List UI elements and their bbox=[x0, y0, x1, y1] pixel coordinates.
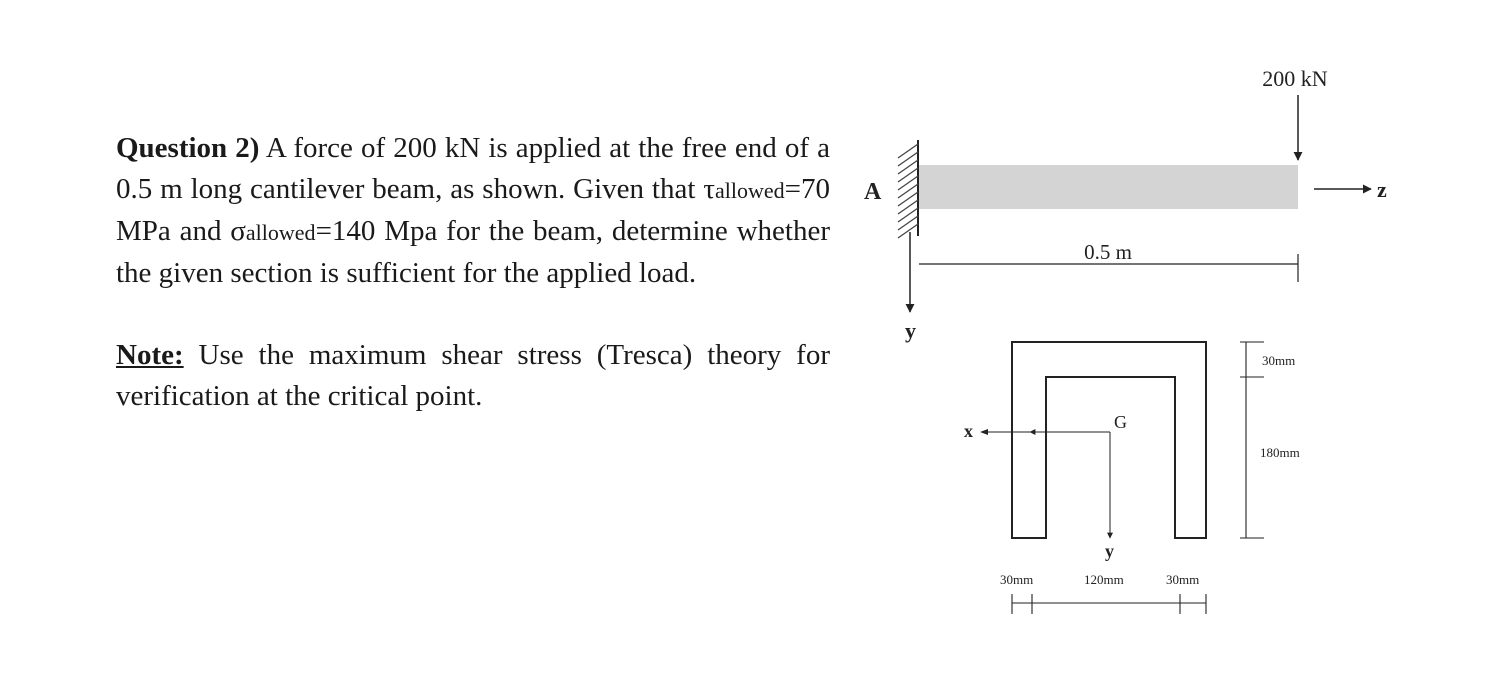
dim-height: 180mm bbox=[1260, 445, 1300, 460]
dim-top-flange: 30mm bbox=[1262, 353, 1296, 368]
y-axis-label: y bbox=[905, 318, 916, 343]
cross-section bbox=[1012, 342, 1206, 538]
sigma-value: =140 Mpa for the beam, determine whether the given section is sufficient for the applied load. bbox=[116, 215, 830, 289]
length-label: 0.5 m bbox=[1084, 240, 1132, 264]
question-body-1: A force of 200 kN is applied at the free end of a 0.5 m long cantilever beam, as shown. Given that bbox=[116, 132, 830, 205]
section-x-label: x bbox=[964, 421, 973, 441]
width-dimension bbox=[1012, 594, 1206, 614]
question-label: Question 2) bbox=[116, 132, 260, 164]
height-dimension bbox=[1240, 342, 1264, 538]
dim-inner-width: 120mm bbox=[1084, 572, 1124, 587]
dim-right-web: 30mm bbox=[1166, 572, 1200, 587]
z-axis-label: z bbox=[1377, 177, 1387, 202]
centroid-label: G bbox=[1114, 412, 1127, 432]
support-label: A bbox=[864, 179, 882, 205]
tau-subscript: allowed bbox=[714, 178, 785, 203]
sigma-symbol: σ bbox=[230, 215, 246, 247]
load-label: 200 kN bbox=[1262, 66, 1328, 91]
note-text: Use the maximum shear stress (Tresca) theory for verification at the critical point. bbox=[116, 339, 830, 412]
cantilever-beam bbox=[919, 165, 1298, 209]
fixed-support bbox=[898, 140, 918, 238]
note-label: Note: bbox=[116, 339, 184, 371]
section-x-arrowhead bbox=[980, 429, 988, 435]
tau-symbol: τ bbox=[703, 173, 715, 205]
sigma-subscript: allowed bbox=[245, 220, 316, 245]
section-y-label: y bbox=[1105, 541, 1114, 561]
tau-value: =70 MPa and bbox=[116, 173, 830, 247]
dim-left-web: 30mm bbox=[1000, 572, 1034, 587]
